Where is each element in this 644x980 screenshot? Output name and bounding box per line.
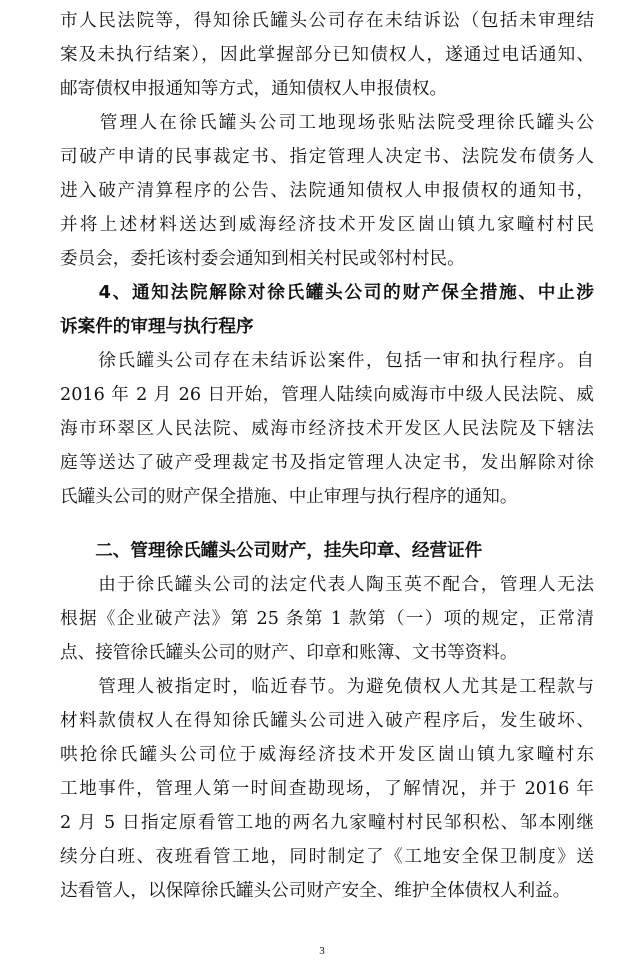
paragraph-line: 续分白班、夜班看管工地，同时制定了《工地安全保卫制度》送	[60, 847, 594, 867]
paragraph-line: 工地事件，管理人第一时间查勘现场，了解情况，并于 2016 年	[60, 779, 594, 799]
paragraph-line: 材料款债权人在得知徐氏罐头公司进入破产程序后，发生破坏、	[60, 711, 594, 731]
page-number: 3	[319, 945, 325, 957]
paragraph-line: 邮寄债权申报通知等方式，通知债权人申报债权。	[60, 79, 448, 99]
paragraph-line: 2016 年 2 月 26 日开始，管理人陆续向威海市中级人民法院、威	[60, 385, 594, 405]
section-heading-line: 诉案件的审理与执行程序	[60, 317, 254, 337]
paragraph-line: 庭等送达了破产受理裁定书及指定管理人决定书，发出解除对徐	[60, 453, 594, 473]
section-heading-line: 4、通知法院解除对徐氏罐头公司的财产保全措施、中止涉	[60, 283, 594, 303]
paragraph-line: 由于徐氏罐头公司的法定代表人陶玉英不配合，管理人无法	[60, 575, 594, 595]
paragraph-line: 徐氏罐头公司存在未结诉讼案件，包括一审和执行程序。自	[60, 351, 594, 371]
paragraph-line: 司破产申请的民事裁定书、指定管理人决定书、法院发布债务人	[60, 147, 594, 167]
paragraph-line: 案及未执行结案），因此掌握部分已知债权人，遂通过电话通知、	[60, 45, 594, 65]
paragraph-line: 氏罐头公司的财产保全措施、中止审理与执行程序的通知。	[60, 487, 518, 507]
paragraph-line: 进入破产清算程序的公告、法院通知债权人申报债权的通知书，	[60, 181, 594, 201]
paragraph-line: 2 月 5 日指定原看管工地的两名九家疃村村民邹积松、邹本刚继	[60, 813, 594, 833]
paragraph-line: 市人民法院等，得知徐氏罐头公司存在未结诉讼（包括未审理结	[60, 11, 594, 31]
paragraph-line: 管理人被指定时，临近春节。为避免债权人尤其是工程款与	[60, 677, 594, 697]
paragraph-line: 点、接管徐氏罐头公司的财产、印章和账簿、文书等资料。	[60, 643, 518, 663]
section-heading-line: 二、管理徐氏罐头公司财产，挂失印章、经营证件	[60, 541, 483, 561]
paragraph-line: 管理人在徐氏罐头公司工地现场张贴法院受理徐氏罐头公	[60, 113, 594, 133]
paragraph-line: 哄抢徐氏罐头公司位于威海经济技术开发区崮山镇九家疃村东	[60, 745, 594, 765]
paragraph-line: 并将上述材料送达到威海经济技术开发区崮山镇九家疃村村民	[60, 215, 594, 235]
paragraph-line: 达看管人，以保障徐氏罐头公司财产安全、维护全体债权人利益。	[60, 881, 571, 901]
paragraph-line: 委员会，委托该村委会通知到相关村民或邻村村民。	[60, 249, 465, 269]
paragraph-line: 根据《企业破产法》第 25 条第 1 款第（一）项的规定，正常清	[60, 609, 594, 629]
paragraph-line: 海市环翠区人民法院、威海市经济技术开发区人民法院及下辖法	[60, 419, 594, 439]
